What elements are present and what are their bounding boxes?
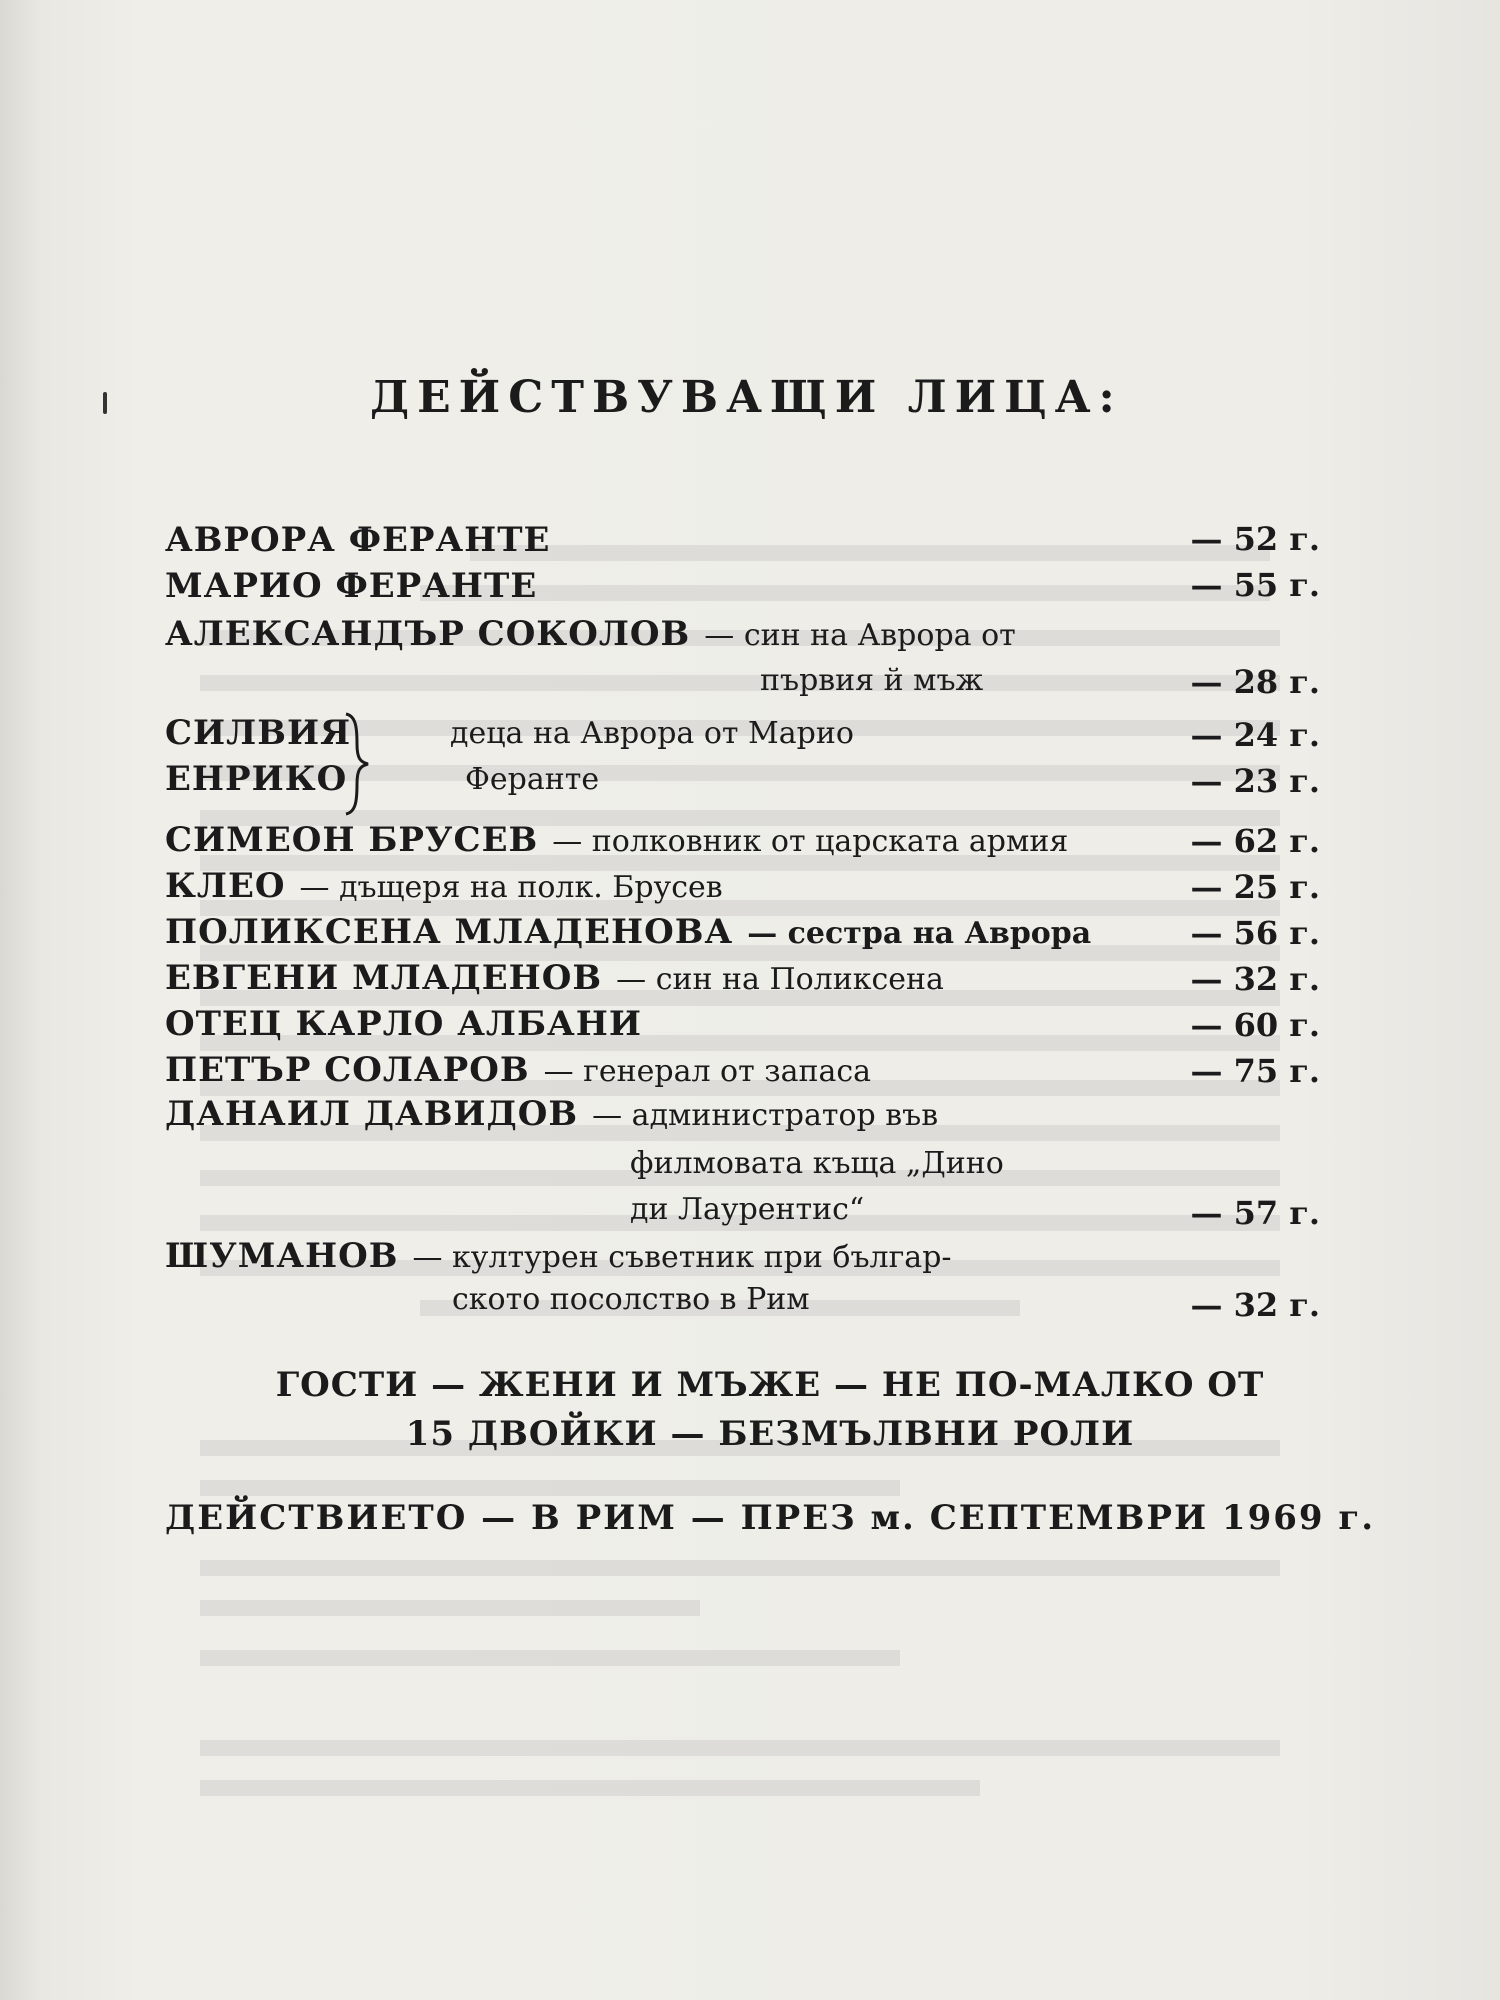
character-entry: [165, 759, 347, 799]
character-description: — администратор във: [592, 1098, 939, 1133]
character-name: КЛЕО: [165, 866, 286, 906]
setting-line: ДЕЙСТВИЕТО — В РИМ — ПРЕЗ м. СЕПТЕМВРИ 1969 г.: [165, 1498, 1376, 1538]
character-age: — 56 г.: [1190, 914, 1320, 952]
character-description: — син на Поликсена: [616, 962, 944, 997]
character-age: — 57 г.: [1190, 1194, 1320, 1232]
character-name: МАРИО ФЕРАНТЕ: [165, 566, 538, 606]
character-name: АВРОРА ФЕРАНТЕ: [165, 520, 551, 560]
character-age: — 55 г.: [1190, 566, 1320, 604]
character-entry: [165, 566, 537, 606]
character-name: ЕНРИКО: [165, 759, 348, 799]
character-entry: [165, 820, 1068, 860]
character-name: ПЕТЪР СОЛАРОВ: [165, 1050, 530, 1090]
character-entry: [165, 912, 1091, 952]
character-age: — 23 г.: [1190, 762, 1320, 800]
character-entry: [165, 520, 550, 560]
character-name: СИМЕОН БРУСЕВ: [165, 820, 539, 860]
brace-icon: [342, 710, 372, 818]
character-entry: [165, 1004, 642, 1044]
character-age: — 60 г.: [1190, 1006, 1320, 1044]
character-description: Феранте: [465, 762, 600, 797]
character-name: ПОЛИКСЕНА МЛАДЕНОВА: [165, 912, 734, 952]
page-title: ДЕЙСТВУВАЩИ ЛИЦА:: [370, 372, 1123, 423]
character-age: — 25 г.: [1190, 868, 1320, 906]
character-entry: [165, 958, 944, 998]
character-description: — дъщеря на полк. Брусев: [299, 870, 723, 905]
character-entry: [165, 866, 723, 906]
margin-mark: [103, 392, 107, 414]
character-description: — син на Аврора от: [704, 618, 1016, 653]
character-entry: [165, 614, 1016, 654]
guests-line-2: 15 ДВОЙКИ — БЕЗМЪЛВНИ РОЛИ: [405, 1414, 1135, 1454]
character-name: СИЛВИЯ: [165, 713, 352, 753]
character-description: — сестра на Аврора: [747, 916, 1092, 951]
character-age: — 24 г.: [1190, 716, 1320, 754]
character-description-continued: ското посолство в Рим: [452, 1282, 810, 1317]
character-description-continued: първия й мъж: [760, 663, 984, 698]
character-name: АЛЕКСАНДЪР СОКОЛОВ: [165, 614, 691, 654]
character-age: — 75 г.: [1190, 1052, 1320, 1090]
character-age: — 28 г.: [1190, 663, 1320, 701]
character-entry: [165, 1094, 938, 1134]
character-name: ШУМАНОВ: [165, 1236, 399, 1276]
character-name: ЕВГЕНИ МЛАДЕНОВ: [165, 958, 603, 998]
character-age: — 62 г.: [1190, 822, 1320, 860]
character-entry: [165, 1050, 871, 1090]
character-description: — полковник от царската армия: [552, 824, 1069, 859]
character-entry: [165, 713, 351, 753]
character-name: ДАНАИЛ ДАВИДОВ: [165, 1094, 579, 1134]
character-age: — 32 г.: [1190, 960, 1320, 998]
character-description: — генерал от запаса: [543, 1054, 872, 1089]
character-description: — културен съветник при българ-: [412, 1240, 952, 1275]
character-description-continued: филмовата къща „Дино: [630, 1146, 1004, 1181]
character-entry: [165, 1236, 952, 1276]
character-age: — 52 г.: [1190, 520, 1320, 558]
guests-line-1: ГОСТИ — ЖЕНИ И МЪЖЕ — НЕ ПО-МАЛКО ОТ: [275, 1365, 1265, 1405]
character-name: ОТЕЦ КАРЛО АЛБАНИ: [165, 1004, 642, 1044]
character-description-continued: ди Лаурентис“: [630, 1192, 865, 1227]
character-age: — 32 г.: [1190, 1286, 1320, 1324]
character-description: деца на Аврора от Марио: [450, 716, 854, 751]
